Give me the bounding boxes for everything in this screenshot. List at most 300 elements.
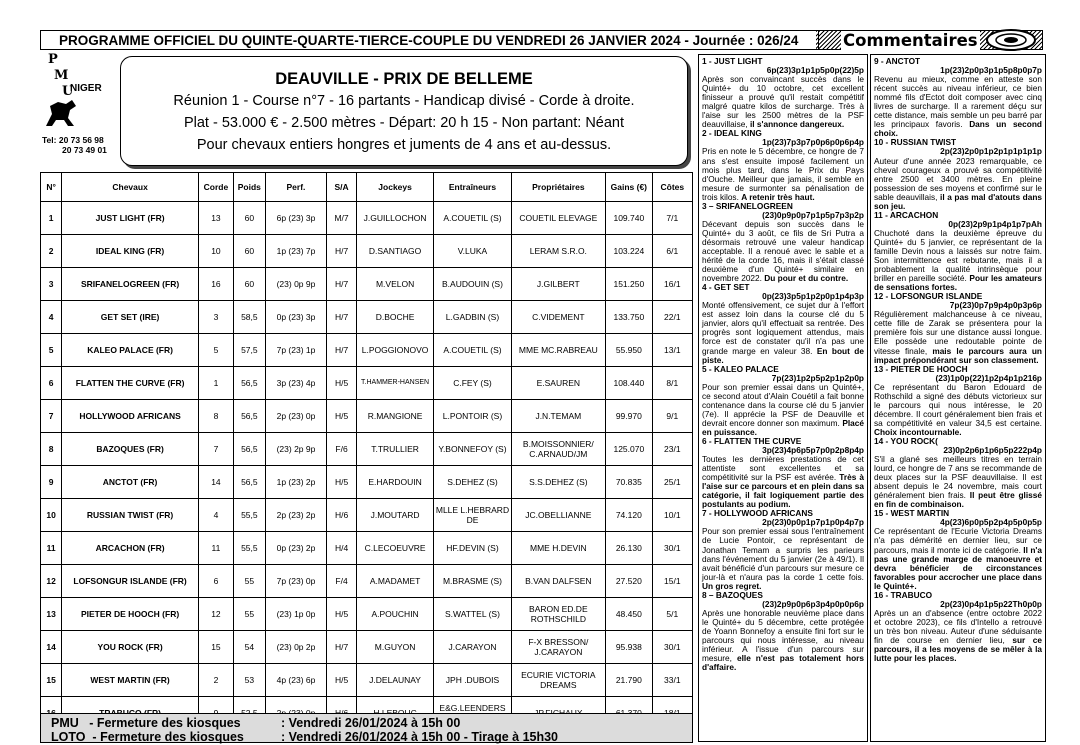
table-cell: 0p (23) 2p — [265, 532, 326, 565]
table-cell: D.SANTIAGO — [356, 235, 433, 268]
table-cell: GET SET (IRE) — [62, 301, 199, 334]
column-header: Corde — [198, 173, 233, 202]
table-cell: 109.740 — [606, 202, 653, 235]
table-row — [41, 565, 693, 598]
table-cell: BAZOQUES (FR) — [62, 433, 199, 466]
comment-horse-name: 10 - RUSSIAN TWIST — [874, 137, 957, 148]
comment-performance: 1p(23)7p3p7p0p6p0p6p4p — [762, 137, 864, 148]
comment-verdict: Il peut être glissé en fin de combinaison. — [874, 490, 1043, 510]
comment-verdict: sur ce parcours, il a les moyens de se mêler à la lutte pour les places. — [874, 635, 1042, 664]
table-cell: 5/1 — [652, 598, 692, 631]
table-cell: 9/1 — [652, 400, 692, 433]
table-cell: V.LUKA — [434, 235, 511, 268]
table-cell: FLATTEN THE CURVE (FR) — [62, 367, 199, 400]
comment-performance: 7p(23)0p7p9p4p0p3p6p — [949, 300, 1042, 311]
table-cell: H/7 — [327, 235, 357, 268]
comment-entry — [702, 202, 864, 283]
program-title: PROGRAMME OFFICIEL DU QUINTE-QUARTE-TIERCE-COUPLE DU VENDREDI 26 JANVIER 2024 - Journée : 026/24 — [59, 32, 799, 48]
table-cell: 10 — [198, 235, 233, 268]
comment-performance: 0p(23)3p5p1p2p0p1p4p3p — [762, 291, 864, 302]
table-cell: 27.520 — [606, 565, 653, 598]
table-cell: 70.835 — [606, 466, 653, 499]
table-row — [41, 400, 693, 433]
table-cell: 56,5 — [233, 466, 265, 499]
table-row — [41, 664, 693, 697]
logo-letter-p: P — [48, 52, 58, 67]
comments-panel — [698, 54, 1048, 742]
comment-horse-name: 9 - ANCTOT — [874, 56, 921, 66]
table-cell: B.AUDOUIN (S) — [434, 268, 511, 301]
table-cell: 2p (23) 2p — [265, 499, 326, 532]
table-cell: 13 — [41, 598, 62, 631]
footer-loto-time: : Vendredi 26/01/2024 à 15h 00 - Tirage à 15h30 — [281, 730, 559, 744]
comment-text — [874, 527, 1042, 590]
table-cell: 23/1 — [652, 433, 692, 466]
comment-verdict: Du pour et du contre. — [764, 273, 849, 284]
comment-body: Pour son premier essai sous l'entraînement de Lucie Pontoir, ce représentant de Jonathan Temam a surpris les parieurs dans l'événement du 5 janvier (2e à 49/1). Il avait bénéficié d'un parcours sur mesure ce jour-là et n'aura pas la corde 1 cette fois. — [702, 526, 864, 582]
table-cell: H/5 — [327, 598, 357, 631]
comment-text — [702, 75, 864, 129]
column-header: Jockeys — [356, 173, 433, 202]
comment-body: Ce représentant du Baron Edouard de Rothschild a signé des débuts victorieux sur le parcours qui nous intéresse, le 20 décembre. Il court généralement bien frais et sa compétitivité en valeur 34,5 est certaine. — [874, 381, 1042, 428]
comment-horse-name: 5 - KALEO PALACE — [702, 363, 779, 374]
table-cell: S.WATTEL (S) — [434, 598, 511, 631]
comment-text — [874, 455, 1042, 509]
table-cell: L.POGGIONOVO — [356, 334, 433, 367]
table-row — [41, 301, 693, 334]
column-header: Chevaux — [62, 173, 199, 202]
comment-verdict: elle n'est pas totalement hors d'affaire. — [702, 653, 864, 673]
comment-body: Décevant depuis son succès dans le Quinté+ du 3 août, ce fils de Sri Putra a désormais retrouvé une valeur handicap acceptable. Il a renoué avec le sable et a hérité de la corde 16, mais il s'était classé deuxième d'un Quinté+ similaire en novembre 2022. — [702, 218, 864, 284]
footer-closing-times — [40, 713, 693, 743]
table-cell: 13/1 — [652, 334, 692, 367]
column-header: S/A — [327, 173, 357, 202]
table-cell: 11 — [41, 532, 62, 565]
comment-horse-name: 11 - ARCACHON — [874, 209, 939, 220]
table-cell: 11 — [198, 532, 233, 565]
comment-verdict: mais le parcours aura un impact prépondérant sur son classement. — [874, 345, 1042, 365]
table-cell: YOU ROCK (FR) — [62, 631, 199, 664]
phone-line-1: Tel: 20 73 56 98 — [42, 135, 104, 145]
comment-performance: 2p(23)0p4p1p5p22Th0p0p — [940, 598, 1042, 609]
comment-performance: 3p(23)4p6p5p7p0p2p8p4p — [762, 445, 864, 456]
column-header: Gains (€) — [606, 173, 653, 202]
table-cell: 103.224 — [606, 235, 653, 268]
comment-verdict: Dans un second choix. — [874, 119, 1042, 139]
table-cell: ECURIE VICTORIA DREAMS — [511, 664, 605, 697]
table-cell: B.VAN DALFSEN — [511, 565, 605, 598]
table-cell: J.MOUTARD — [356, 499, 433, 532]
comment-horse-name: 16 - TRABUCO — [874, 589, 933, 600]
table-cell: (23) 0p 9p — [265, 268, 326, 301]
table-cell: BARON ED.DE ROTHSCHILD — [511, 598, 605, 631]
table-cell: 2 — [198, 664, 233, 697]
comment-performance: 0p(23)2p9p1p4p1p7pAh — [948, 218, 1042, 229]
table-cell: R.MANGIONE — [356, 400, 433, 433]
table-cell: 14 — [198, 466, 233, 499]
table-cell: D.BOCHE — [356, 301, 433, 334]
table-row — [41, 334, 693, 367]
table-cell: 22/1 — [652, 301, 692, 334]
race-title: DEAUVILLE - PRIX DE BELLEME — [275, 70, 533, 88]
table-cell: 25/1 — [652, 466, 692, 499]
table-cell: H/7 — [327, 268, 357, 301]
table-header-row — [41, 173, 693, 202]
comment-performance: 6p(23)3p1p1p5p0p(22)5p — [766, 65, 864, 76]
table-cell: H/5 — [327, 367, 357, 400]
table-cell: 5 — [41, 334, 62, 367]
table-cell: 55,5 — [233, 499, 265, 532]
column-header: N° — [41, 173, 62, 202]
table-cell: ARCACHON (FR) — [62, 532, 199, 565]
comment-entry — [874, 365, 1042, 437]
comment-horse-name: 1 - JUST LIGHT — [702, 56, 763, 66]
table-cell: (23) 2p 9p — [265, 433, 326, 466]
table-cell: 8 — [41, 433, 62, 466]
table-cell: 4 — [41, 301, 62, 334]
table-cell: 2 — [41, 235, 62, 268]
comment-entry — [874, 292, 1042, 364]
runners-table — [40, 172, 693, 730]
table-cell: 6 — [41, 367, 62, 400]
table-cell: C.VIDEMENT — [511, 301, 605, 334]
comment-text — [702, 147, 864, 201]
column-header: Côtes — [652, 173, 692, 202]
comment-performance: 1p(23)2p0p3p1p5p8p0p7p — [940, 65, 1042, 76]
table-cell: F/6 — [327, 433, 357, 466]
table-cell: MME MC.RABREAU — [511, 334, 605, 367]
table-cell: 15/1 — [652, 565, 692, 598]
logo-letter-m: M — [54, 68, 69, 83]
comment-entry — [874, 509, 1042, 590]
table-cell: IDEAL KING (FR) — [62, 235, 199, 268]
comment-entry — [874, 57, 1042, 138]
table-cell: 16/1 — [652, 268, 692, 301]
table-cell: 48.450 — [606, 598, 653, 631]
table-cell: 53 — [233, 664, 265, 697]
comment-entry — [702, 509, 864, 590]
table-cell: 7 — [41, 400, 62, 433]
comment-verdict: il a pas mal d'atouts dans son jeu. — [874, 191, 1042, 211]
logo-country: NIGER — [70, 83, 102, 94]
table-cell: C.LECOEUVRE — [356, 532, 433, 565]
table-cell: E.SAUREN — [511, 367, 605, 400]
column-header: Perf. — [265, 173, 326, 202]
table-cell: 74.120 — [606, 499, 653, 532]
logo-letter-u: U — [62, 84, 74, 99]
table-row — [41, 631, 693, 664]
comment-body: Après une honorable neuvième place dans le Quinté+ du 5 décembre, cette protégée de Yoann Bonnefoy a ensuite fini fort sur le parcours qui nous intéresse, au niveau inférieur. A l'issue d'un parcours sur mesure, — [702, 607, 864, 664]
pmu-logo — [40, 50, 118, 145]
comment-body: Revenu au mieux, comme en atteste son récent succès au niveau inférieur, ce bien nommé fils d'Ectot doit composer avec cinq livres de surcharge. Il a rarement déçu sur cette distance, mais semble un peu barré par les principaux favoris. — [874, 74, 1042, 130]
comment-performance: 23)0p2p6p1p6p5p222p4p — [943, 445, 1042, 456]
table-cell: 15 — [41, 664, 62, 697]
table-cell: H/5 — [327, 466, 357, 499]
table-cell: 6p (23) 3p — [265, 202, 326, 235]
table-cell: 7p (23) 1p — [265, 334, 326, 367]
table-cell: 33/1 — [652, 664, 692, 697]
table-cell: B.MOISSONNIER/ C.ARNAUD/JM — [511, 433, 605, 466]
comment-horse-name: 7 - HOLLYWOOD AFRICANS — [702, 508, 813, 519]
comment-performance: 4p(23)6p0p5p2p4p5p0p5p — [940, 517, 1042, 528]
table-cell: M.BRASME (S) — [434, 565, 511, 598]
table-cell: 108.440 — [606, 367, 653, 400]
comment-entry — [702, 129, 864, 201]
table-cell: 3p (23) 4p — [265, 367, 326, 400]
table-cell: 54 — [233, 631, 265, 664]
table-cell: J.GILBERT — [511, 268, 605, 301]
table-row — [41, 433, 693, 466]
table-cell: 133.750 — [606, 301, 653, 334]
table-cell: M.VELON — [356, 268, 433, 301]
column-header: Poids — [233, 173, 265, 202]
table-cell: S.DEHEZ (S) — [434, 466, 511, 499]
comment-body: S'il a glané ses meilleurs titres en terrain lourd, ce hongre de 7 ans se recommande de deux places sur la PSF deauvillaise. Il est absent depuis le 24 novembre, mais court généralement bien frais. — [874, 454, 1042, 501]
comment-verdict: Il n'a pas une grande marge de manoeuvre et devra bénéficier de circonstances favorables pour accrocher une place dans le Quinté+. — [874, 544, 1042, 591]
table-cell: 60 — [233, 268, 265, 301]
race-info-box — [120, 56, 688, 166]
comment-horse-name: 2 - IDEAL KING — [702, 128, 762, 139]
comment-entry — [702, 283, 864, 364]
table-cell: 13 — [198, 202, 233, 235]
table-cell: COUETIL ELEVAGE — [511, 202, 605, 235]
table-row — [41, 367, 693, 400]
table-cell: 4p (23) 6p — [265, 664, 326, 697]
comment-horse-name: 6 - FLATTEN THE CURVE — [702, 435, 802, 446]
comment-entry — [874, 211, 1042, 292]
table-cell: H/6 — [327, 499, 357, 532]
comment-verdict: En bout de piste. — [702, 345, 864, 365]
comment-verdict: A retenir très haut. — [741, 191, 815, 202]
table-cell: 56,5 — [233, 400, 265, 433]
comment-body: Pour son premier essai dans un Quinté+, ce second atout d'Alain Couétil a fait bonne contenance dans la course clé du 5 janvier (7e). Il apprécie la PSF de Deauville et devrait encore donner son maximum. — [702, 381, 864, 428]
table-cell: 95.938 — [606, 631, 653, 664]
table-cell: SRIFANELOGREEN (FR) — [62, 268, 199, 301]
phone-line-2: 20 73 49 01 — [62, 145, 107, 155]
table-cell: 30/1 — [652, 631, 692, 664]
table-cell: F-X BRESSON/ J.CARAYON — [511, 631, 605, 664]
table-cell: JPH .DUBOIS — [434, 664, 511, 697]
comment-horse-name: 13 - PIETER DE HOOCH — [874, 363, 968, 374]
comment-horse-name: 4 - GET SET — [702, 282, 750, 293]
comment-text — [874, 229, 1042, 292]
footer-pmu-label: PMU - Fermeture des kiosques — [51, 716, 241, 730]
phone-numbers — [42, 135, 122, 155]
comment-text — [702, 455, 864, 509]
table-cell: 125.070 — [606, 433, 653, 466]
comment-body: Après un an d'absence (entre octobre 2022 et octobre 2023), ce fils d'Intello a retrouvé un très bon niveau. Auteur d'une séduisante fin de course en dernier lieu, — [874, 607, 1042, 645]
table-cell: 7/1 — [652, 202, 692, 235]
comment-verdict: Un gros regret. — [702, 580, 762, 591]
comment-horse-name: 12 - LOFSONGUR ISLANDE — [874, 291, 983, 302]
table-cell: 2p (23) 0p — [265, 400, 326, 433]
table-cell: E&G.LEENDERS — [434, 697, 511, 730]
table-cell: 56,5 — [233, 433, 265, 466]
footer-loto-label: LOTO - Fermeture des kiosques — [51, 730, 244, 744]
comment-text — [702, 383, 864, 437]
table-cell: (23) 0p 2p — [265, 631, 326, 664]
comment-text — [874, 75, 1042, 138]
comment-body: Auteur d'une année 2023 remarquable, ce cheval courageux a prouvé sa compétitivité entre 2500 et 3400 mètres. En pleine possession de ses moyens et confirmé sur le sable deauvillais, — [874, 155, 1042, 202]
table-row — [41, 235, 693, 268]
table-cell: A.COUETIL (S) — [434, 334, 511, 367]
table-cell: T.HAMMER-HANSEN — [356, 367, 433, 400]
comment-text — [874, 157, 1042, 211]
table-cell: A.POUCHIN — [356, 598, 433, 631]
table-cell: J.DELAUNAY — [356, 664, 433, 697]
table-row — [41, 499, 693, 532]
comment-performance: 7p(23)1p2p5p2p1p2p0p — [771, 372, 864, 383]
table-cell: M/7 — [327, 202, 357, 235]
horse-icon — [42, 98, 80, 130]
comment-entry — [874, 437, 1042, 509]
table-cell: L.GADBIN (S) — [434, 301, 511, 334]
table-cell: 57,5 — [233, 334, 265, 367]
table-cell: L.PONTOIR (S) — [434, 400, 511, 433]
table-cell: 58,5 — [233, 301, 265, 334]
table-cell: MME H.DEVIN — [511, 532, 605, 565]
table-cell: H/7 — [327, 334, 357, 367]
table-cell: MLLE L.HEBRARD DE — [434, 499, 511, 532]
table-cell: H/5 — [327, 664, 357, 697]
table-cell: 55.950 — [606, 334, 653, 367]
comment-text — [874, 310, 1042, 364]
table-cell: 8/1 — [652, 367, 692, 400]
table-cell: T.TRULLIER — [356, 433, 433, 466]
comment-performance: (23)0p9p0p7p1p5p7p3p2p — [762, 209, 864, 220]
comment-text — [702, 220, 864, 283]
table-cell: 30/1 — [652, 532, 692, 565]
table-cell: 5 — [198, 334, 233, 367]
column-header: Entraîneurs — [434, 173, 511, 202]
table-cell: RUSSIAN TWIST (FR) — [62, 499, 199, 532]
race-line-3: Pour chevaux entiers hongres et juments de 4 ans et au-dessus. — [196, 137, 612, 153]
column-header: Propriétaires — [511, 173, 605, 202]
table-cell: J.CARAYON — [434, 631, 511, 664]
table-cell: H/4 — [327, 532, 357, 565]
table-cell: JC.OBELLIANNE — [511, 499, 605, 532]
comment-body: Toutes les dernières prestations de cet attentiste sont excellentes et sa compétitivité sur la PSF est avérée. — [702, 454, 864, 483]
comment-entry — [702, 365, 864, 437]
table-cell: 14 — [41, 631, 62, 664]
table-cell: M.GUYON — [356, 631, 433, 664]
table-cell: 56,5 — [233, 367, 265, 400]
table-cell: S.S.DEHEZ (S) — [511, 466, 605, 499]
table-cell: 60 — [233, 202, 265, 235]
comment-verdict: il s'annonce dangereux. — [749, 119, 845, 130]
table-cell: PIETER DE HOOCH (FR) — [62, 598, 199, 631]
comment-verdict: Très à l'aise sur ce parcours et en plein dans sa catégorie, il fait logiquement partie des postulants au podium. — [702, 472, 864, 510]
comment-performance: 2p(23)0p0p1p7p1p0p4p7p — [762, 517, 864, 528]
table-cell: F/4 — [327, 565, 357, 598]
race-line-2: Plat - 53.000 € - 2.500 mètres - Départ: 20 h 15 - Non partant: Néant — [183, 115, 625, 131]
table-cell: KALEO PALACE (FR) — [62, 334, 199, 367]
comment-horse-name: 3 – SRIFANELOGREEN — [702, 200, 793, 211]
table-cell: (23) 1p 0p — [265, 598, 326, 631]
comment-text — [702, 527, 864, 590]
comments-title: Commentaires — [843, 31, 978, 50]
table-cell: 12 — [198, 598, 233, 631]
table-cell: HF.DEVIN (S) — [434, 532, 511, 565]
table-cell: LOFSONGUR ISLANDE (FR) — [62, 565, 199, 598]
table-cell: J.N.TEMAM — [511, 400, 605, 433]
table-cell: 1 — [198, 367, 233, 400]
race-line-1: Réunion 1 - Course n°7 - 16 partants - Handicap divisé - Corde à droite. — [173, 93, 635, 109]
table-cell: H/5 — [327, 400, 357, 433]
comment-text — [874, 609, 1042, 663]
comment-text — [702, 609, 864, 672]
table-cell: 55,5 — [233, 532, 265, 565]
comment-verdict: Choix incontournable. — [874, 426, 962, 437]
comment-entry — [874, 591, 1042, 663]
comment-body: Chuchoté dans la deuxième épreuve du Quinté+ du 5 janvier, ce représentant de la famille Devin nous a laissés sur notre faim. Son intermittence est rebutante, mais il a probablement la qualité intrinsèque pour briller en pareille société. — [874, 227, 1042, 284]
table-cell: 55 — [233, 598, 265, 631]
table-cell: H/7 — [327, 631, 357, 664]
table-cell: Y.BONNEFOY (S) — [434, 433, 511, 466]
comment-entry — [702, 437, 864, 509]
comment-entry — [874, 138, 1042, 210]
table-cell: 7 — [198, 433, 233, 466]
comment-horse-name: 8 – BAZOQUES — [702, 589, 763, 600]
table-cell: 60 — [233, 235, 265, 268]
table-row — [41, 598, 693, 631]
table-cell: 12 — [41, 565, 62, 598]
comment-performance: 2p(23)2p0p1p2p1p1p1p1p — [940, 146, 1042, 157]
comment-body: Monté offensivement, ce sujet dur à l'effort est assez loin dans la course clé du 5 janvier, alors qu'il effectuait sa rentrée. Des progrès sont logiquement attendus, mais force est de constater qu'il n'a pas une grande marge en valeur 38. — [702, 300, 864, 356]
eye-logo-icon — [985, 28, 1037, 52]
footer-pmu-time: : Vendredi 26/01/2024 à 15h 00 — [281, 716, 461, 730]
comment-horse-name: 14 - YOU ROCK( — [874, 435, 938, 446]
table-cell: 10 — [41, 499, 62, 532]
program-title-bar — [40, 30, 835, 50]
table-cell: 1p (23) 2p — [265, 466, 326, 499]
table-cell: 6/1 — [652, 235, 692, 268]
comment-entry — [702, 591, 864, 672]
comment-body: Pris en note le 5 décembre, ce hongre de 7 ans s'est ensuite imposé facilement un mois plus tard, dans le Prix du Pays d'Ouche. Meilleur que jamais, il semble en mesure de surmonter sa pénalisation de trois kilos. — [702, 146, 864, 202]
table-cell: 1 — [41, 202, 62, 235]
comment-body: Après son convaincant succès dans le Quinté+ du 10 octobre, cet excellent finisseur a prouvé qu'il restait compétitif malgré quatre kilos de surcharge. Très à l'aise sur les 2500 mètres de la PSF deauvillaise, — [702, 74, 864, 130]
table-cell: 8 — [198, 400, 233, 433]
table-cell: J.GUILLOCHON — [356, 202, 433, 235]
table-row — [41, 532, 693, 565]
table-cell: 26.130 — [606, 532, 653, 565]
table-cell: JUST LIGHT (FR) — [62, 202, 199, 235]
comments-column-1 — [698, 54, 868, 742]
table-cell: 6 — [198, 565, 233, 598]
table-cell: ANCTOT (FR) — [62, 466, 199, 499]
table-cell: 99.970 — [606, 400, 653, 433]
table-cell: 3 — [198, 301, 233, 334]
comment-text — [702, 301, 864, 364]
table-cell: A.COUETIL (S) — [434, 202, 511, 235]
comments-column-2 — [870, 54, 1046, 742]
table-cell: A.MADAMET — [356, 565, 433, 598]
comment-text — [874, 383, 1042, 437]
comment-entry — [702, 57, 864, 129]
table-cell: WEST MARTIN (FR) — [62, 664, 199, 697]
table-cell: 0p (23) 3p — [265, 301, 326, 334]
comment-performance: (23)1p0p(22)1p2p4p1p216p — [935, 372, 1042, 383]
comment-horse-name: 15 - WEST MARTIN — [874, 508, 950, 519]
table-cell: 7p (23) 0p — [265, 565, 326, 598]
table-row — [41, 466, 693, 499]
table-cell: 55 — [233, 565, 265, 598]
comment-performance: (23)2p9p0p6p3p4p0p0p6p — [762, 598, 864, 609]
table-cell: HOLLYWOOD AFRICANS — [62, 400, 199, 433]
table-cell: 3 — [41, 268, 62, 301]
table-row — [41, 202, 693, 235]
table-cell: 151.250 — [606, 268, 653, 301]
